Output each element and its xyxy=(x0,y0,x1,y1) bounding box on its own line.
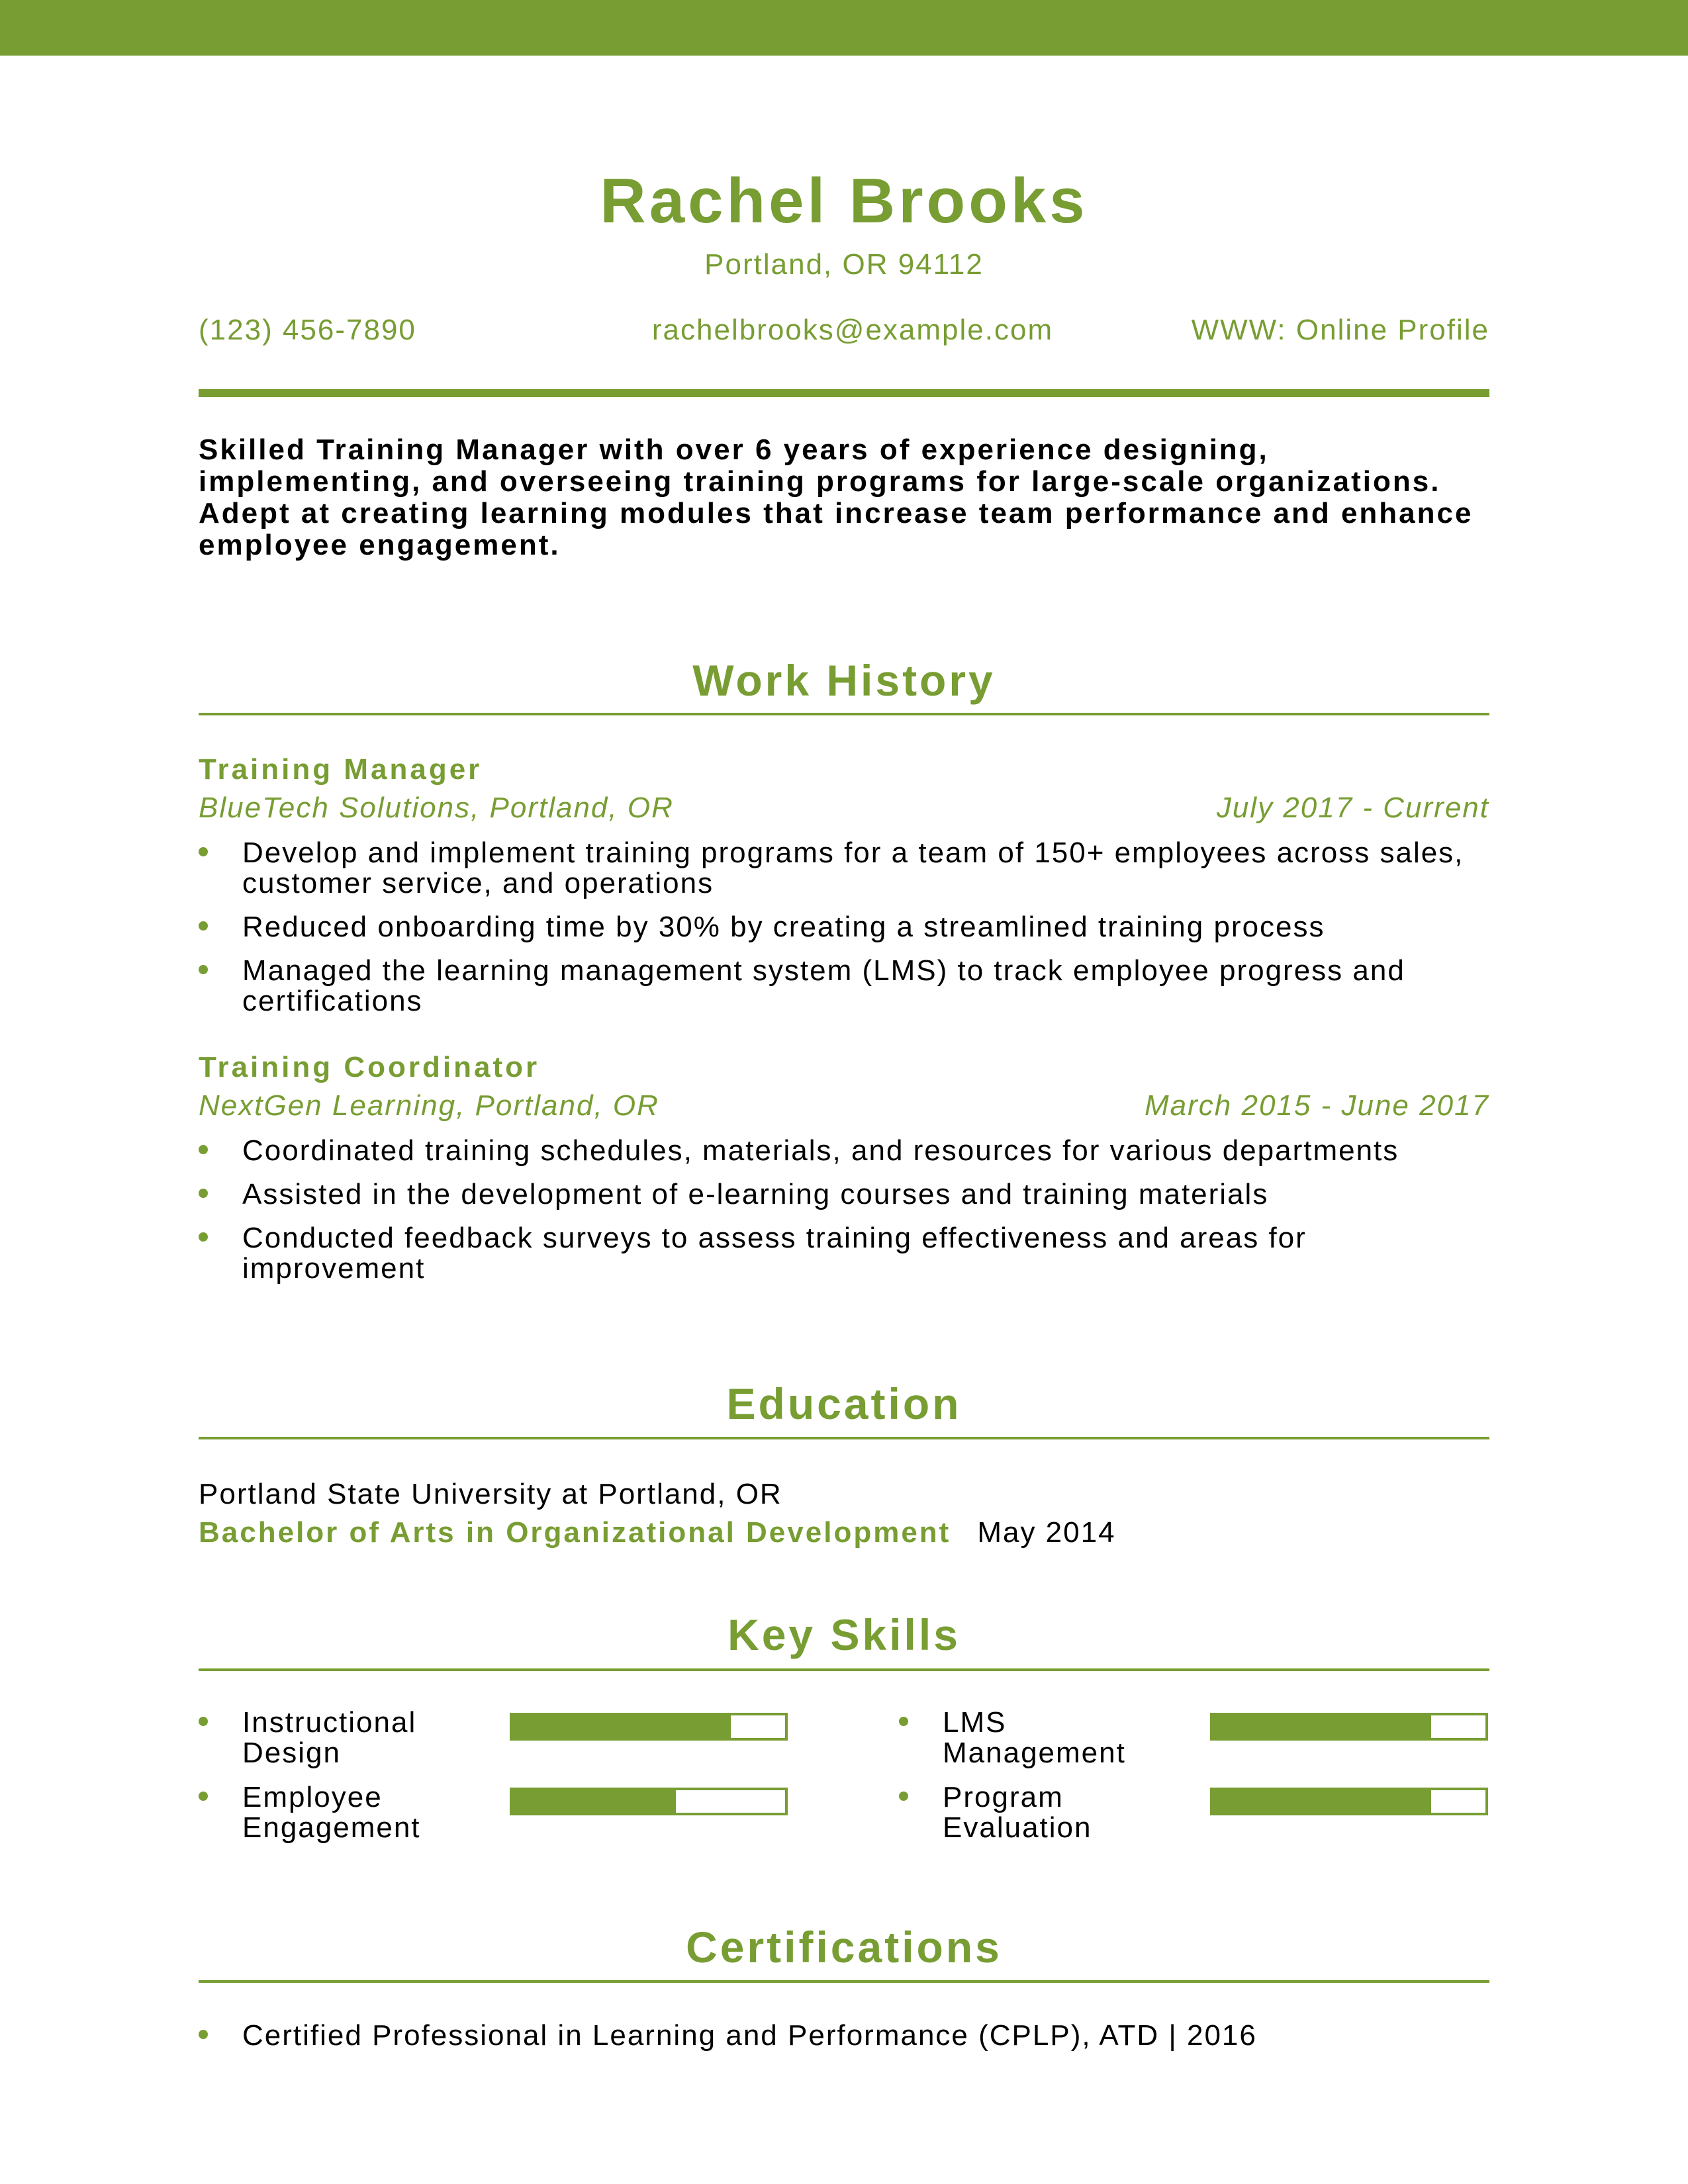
email-address[interactable]: rachelbrooks@example.com xyxy=(651,314,1054,346)
skill-label: LMS Management xyxy=(943,1707,1126,1768)
bullet-text: Assisted in the development of e-learning courses and training materials xyxy=(242,1178,1269,1210)
bullet-text: Managed the learning management system (LMS) to track employee progress and certifications xyxy=(242,954,1405,1017)
certifications-heading: Certifications xyxy=(686,1923,1002,1972)
skill-level-bar xyxy=(1210,1713,1488,1741)
work-history-divider xyxy=(199,713,1489,715)
skill-label: Employee Engagement xyxy=(242,1782,421,1843)
education-school: Portland State University at Portland, OR xyxy=(199,1478,782,1510)
job-title: Training Coordinator xyxy=(199,1051,540,1083)
skill-label: Instructional Design xyxy=(242,1707,417,1768)
job-dates: July 2017 - Current xyxy=(1216,792,1489,824)
education-heading: Education xyxy=(726,1379,962,1428)
bullet-icon xyxy=(199,1232,208,1242)
list-item xyxy=(199,912,1489,942)
job-company: BlueTech Solutions, Portland, OR xyxy=(199,792,674,824)
candidate-name: Rachel Brooks xyxy=(600,165,1088,236)
skill-item xyxy=(199,1707,794,1774)
skill-item xyxy=(899,1707,1495,1774)
list-item xyxy=(199,2021,1489,2051)
skill-level-fill xyxy=(512,1715,731,1738)
skill-level-bar xyxy=(510,1788,788,1815)
bullet-text: Coordinated training schedules, materials, and resources for various departments xyxy=(242,1134,1399,1167)
certifications-divider xyxy=(199,1980,1489,1983)
job-title: Training Manager xyxy=(199,753,483,786)
key-skills-divider xyxy=(199,1668,1489,1671)
top-accent-bar xyxy=(0,0,1688,56)
list-item xyxy=(199,956,1489,1017)
bullet-text: Conducted feedback surveys to assess training effectiveness and areas for improvement xyxy=(242,1222,1307,1285)
skill-level-bar xyxy=(1210,1788,1488,1815)
bullet-icon xyxy=(199,2030,208,2039)
key-skills-heading: Key Skills xyxy=(727,1610,961,1659)
education-date: May 2014 xyxy=(977,1516,1116,1549)
certification-text: Certified Professional in Learning and Performance (CPLP), ATD | 2016 xyxy=(242,2019,1257,2052)
certifications-list xyxy=(199,2021,1489,2064)
list-item xyxy=(199,1223,1489,1284)
bullet-text: Reduced onboarding time by 30% by creating a streamlined training process xyxy=(242,911,1325,943)
skill-label: Program Evaluation xyxy=(943,1782,1092,1843)
bullet-icon xyxy=(199,921,208,931)
bullet-icon xyxy=(199,1189,208,1198)
skill-level-fill xyxy=(1213,1790,1431,1813)
education-degree-line xyxy=(199,1518,1116,1547)
job-company: NextGen Learning, Portland, OR xyxy=(199,1089,659,1122)
bullet-icon xyxy=(199,1792,208,1801)
list-item xyxy=(199,1136,1489,1166)
job-bullet-list xyxy=(199,1136,1489,1297)
bullet-icon xyxy=(899,1717,908,1726)
skill-level-bar xyxy=(510,1713,788,1741)
skill-level-fill xyxy=(1213,1715,1431,1738)
list-item xyxy=(199,1179,1489,1210)
list-item xyxy=(199,838,1489,899)
skill-level-fill xyxy=(512,1790,676,1813)
bullet-icon xyxy=(199,1717,208,1726)
bullet-icon xyxy=(199,965,208,974)
website-link[interactable]: WWW: Online Profile xyxy=(1191,314,1489,346)
bullet-icon xyxy=(199,1145,208,1154)
candidate-address: Portland, OR 94112 xyxy=(704,248,984,281)
header-divider xyxy=(199,389,1489,397)
education-degree: Bachelor of Arts in Organizational Development xyxy=(199,1516,951,1549)
phone-number: (123) 456-7890 xyxy=(199,314,416,346)
education-divider xyxy=(199,1437,1489,1439)
skill-item xyxy=(199,1782,794,1848)
professional-summary: Skilled Training Manager with over 6 years of experience designing, implementing, and overseeing training programs for large-scale organizations. Adept at creating learning modules that increase team performance and enhance employee engagement. xyxy=(199,433,1474,561)
work-history-heading: Work History xyxy=(692,656,996,705)
job-dates: March 2015 - June 2017 xyxy=(1145,1089,1489,1122)
bullet-text: Develop and implement training programs for a team of 150+ employees across sales, customer service, and operations xyxy=(242,837,1464,899)
bullet-icon xyxy=(899,1792,908,1801)
skill-item xyxy=(899,1782,1495,1848)
bullet-icon xyxy=(199,847,208,856)
job-bullet-list xyxy=(199,838,1489,1030)
